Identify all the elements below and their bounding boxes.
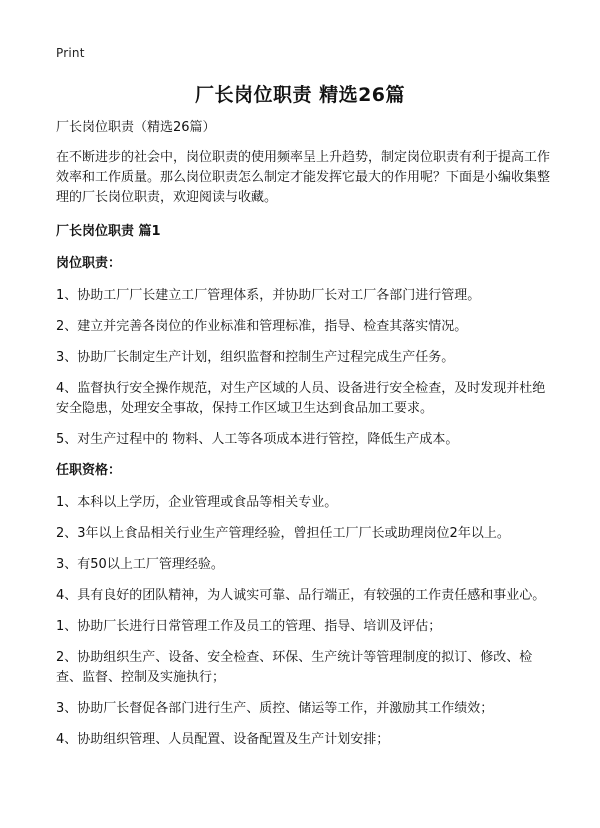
duty-item: 4、监督执行安全操作规范，对生产区域的人员、设备进行安全检查，及时发现并杜绝安全隐患，处理安全事故，保持工作区域卫生达到食品加工要求。: [56, 381, 546, 416]
duty-item: 1、协助工厂厂长建立工厂管理体系，并协助厂长对工厂各部门进行管理。: [56, 288, 481, 303]
qualification-item: 3、协助厂长督促各部门进行生产、质控、储运等工作，并激励其工作绩效；: [56, 701, 494, 716]
qualification-item: 3、有50以上工厂管理经验。: [56, 557, 224, 572]
qualifications-heading: 任职资格：: [56, 463, 122, 478]
section-title: 厂长岗位职责 篇1: [56, 224, 161, 239]
page-title: 厂长岗位职责 精选26篇: [194, 84, 406, 106]
qualification-item: 2、3年以上食品相关行业生产管理经验，曾担任工厂厂长或助理岗位2年以上。: [56, 526, 510, 541]
qualification-item: 1、协助厂长进行日常管理工作及员工的管理、指导、培训及评估；: [56, 619, 442, 634]
document-subtitle: 厂长岗位职责（精选26篇）: [56, 120, 216, 135]
print-label: Print: [56, 46, 85, 60]
qualification-item: 4、协助组织管理、人员配置、设备配置及生产计划安排；: [56, 732, 390, 747]
duty-item: 5、对生产过程中的 物料、人工等各项成本进行管控，降低生产成本。: [56, 432, 459, 447]
qualification-item: 2、协助组织生产、设备、安全检查、环保、生产统计等管理制度的拟订、修改、检查、监督、控制及实施执行；: [56, 650, 533, 685]
duty-item: 2、建立并完善各岗位的作业标准和管理标准，指导、检查其落实情况。: [56, 319, 468, 334]
qualification-item: 1、本科以上学历，企业管理或食品等相关专业。: [56, 495, 338, 510]
qualification-item: 4、具有良好的团队精神，为人诚实可靠、品行端正，有较强的工作责任感和事业心。: [56, 588, 546, 603]
document-body: [56, 118, 554, 761]
intro-paragraph: 在不断进步的社会中，岗位职责的使用频率呈上升趋势，制定岗位职责有利于提高工作效率和工作质量。那么岗位职责怎么制定才能发挥它最大的作用呢？下面是小编收集整理的厂长岗位职责，欢迎阅读与收藏。: [56, 150, 551, 205]
duties-heading: 岗位职责：: [56, 256, 122, 271]
duty-item: 3、协助厂长制定生产计划，组织监督和控制生产过程完成生产任务。: [56, 350, 455, 365]
